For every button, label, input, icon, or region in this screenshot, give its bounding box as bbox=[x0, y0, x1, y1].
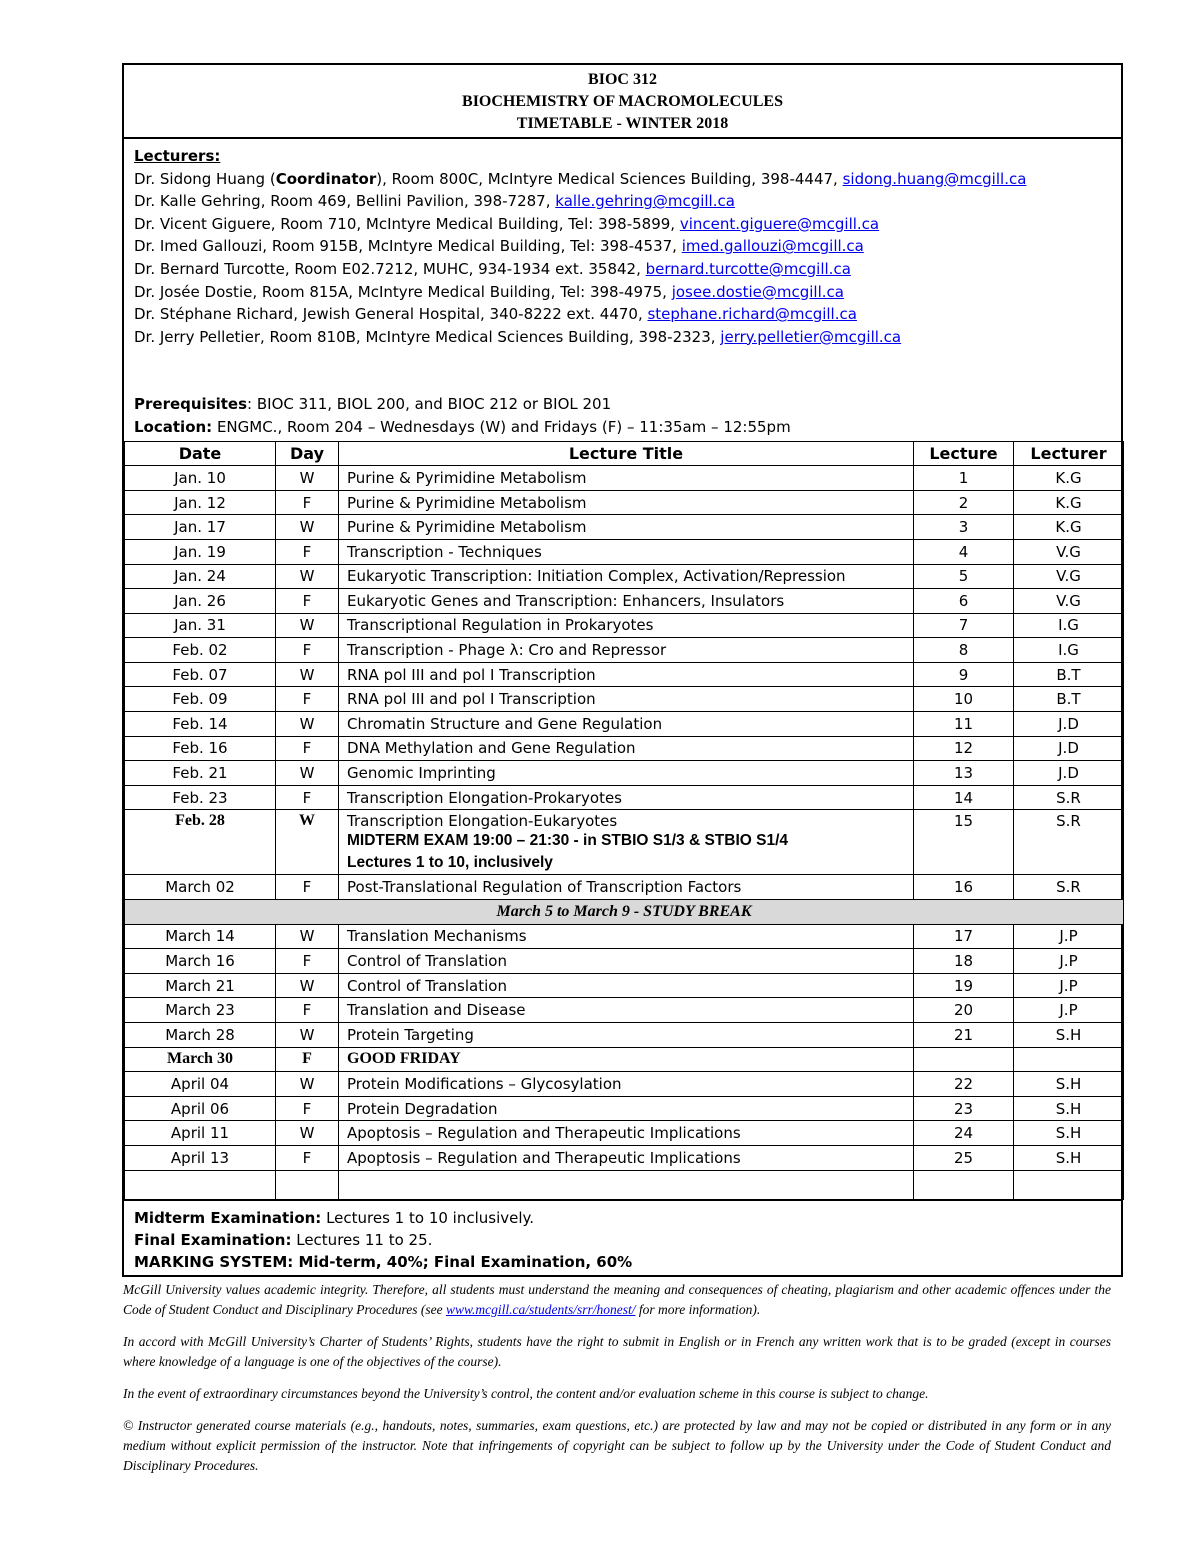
cell-lecturer: J.P bbox=[1014, 998, 1124, 1023]
cell-lecturer: V.G bbox=[1014, 589, 1124, 614]
cell-date: March 02 bbox=[125, 875, 276, 900]
cell-lecturer: S.R bbox=[1014, 875, 1124, 900]
cell-lecture: 5 bbox=[914, 564, 1014, 589]
cell-day: W bbox=[276, 712, 339, 737]
lecturer-text: ), Room 800C, McIntyre Medical Sciences Building, 398-4447, bbox=[376, 169, 843, 188]
email-link[interactable]: kalle.gehring@mcgill.ca bbox=[555, 192, 735, 211]
cell-title: GOOD FRIDAY bbox=[339, 1047, 914, 1072]
cell-title: Genomic Imprinting bbox=[339, 761, 914, 786]
cell-title: Apoptosis – Regulation and Therapeutic Implications bbox=[339, 1121, 914, 1146]
table-row bbox=[125, 539, 1124, 564]
cell-day: W bbox=[276, 973, 339, 998]
cell-lecture: 22 bbox=[914, 1072, 1014, 1097]
col-header-title: Lecture Title bbox=[339, 441, 914, 466]
table-row bbox=[125, 1023, 1124, 1048]
table-row bbox=[125, 1121, 1124, 1146]
cell-lecture: 4 bbox=[914, 539, 1014, 564]
table-row-empty bbox=[125, 1170, 1124, 1199]
cell-lecture: 19 bbox=[914, 973, 1014, 998]
cell-lecture: 9 bbox=[914, 662, 1014, 687]
cell-lecture: 8 bbox=[914, 638, 1014, 663]
table-row bbox=[125, 466, 1124, 491]
table-header-row bbox=[125, 441, 1124, 466]
cell-day: W bbox=[276, 1072, 339, 1097]
lecturer-text: Dr. Jerry Pelletier, Room 810B, McIntyre Medical Sciences Building, 398-2323, bbox=[134, 327, 721, 346]
cell-lecture: 14 bbox=[914, 785, 1014, 810]
cell-lecturer: B.T bbox=[1014, 687, 1124, 712]
table-row bbox=[125, 1145, 1124, 1170]
table-row bbox=[125, 998, 1124, 1023]
lecturers-label: Lecturers: bbox=[134, 147, 221, 165]
final-summary-label: Final Examination: bbox=[134, 1230, 292, 1249]
prerequisites-text: : BIOC 311, BIOL 200, and BIOC 212 or BIOL 201 bbox=[247, 395, 612, 414]
col-header-lecture: Lecture bbox=[914, 441, 1014, 466]
cell-lecturer: J.P bbox=[1014, 973, 1124, 998]
coordinator-label: Coordinator bbox=[275, 169, 377, 188]
cell-date: April 06 bbox=[125, 1096, 276, 1121]
email-link[interactable]: jerry.pelletier@mcgill.ca bbox=[720, 327, 902, 346]
lecturer-text: Dr. Bernard Turcotte, Room E02.7212, MUHC, 934-1934 ext. 35842, bbox=[134, 259, 646, 278]
cell-day: W bbox=[276, 810, 339, 875]
integrity-text-end: for more information). bbox=[635, 1302, 761, 1317]
table-row bbox=[125, 589, 1124, 614]
lecturer-line bbox=[134, 303, 1111, 326]
cell-date: March 30 bbox=[125, 1047, 276, 1072]
table-row bbox=[125, 662, 1124, 687]
cell-lecturer: I.G bbox=[1014, 638, 1124, 663]
cell-empty bbox=[914, 1170, 1014, 1199]
cell-title: Purine & Pyrimidine Metabolism bbox=[339, 466, 914, 491]
cell-date: Jan. 10 bbox=[125, 466, 276, 491]
midterm-exam-line: MIDTERM EXAM 19:00 – 21:30 - in STBIO S1/3 & STBIO S1/4 bbox=[347, 832, 789, 850]
location-text: ENGMC., Room 204 – Wednesdays (W) and Fridays (F) – 11:35am – 12:55pm bbox=[212, 417, 791, 436]
email-link[interactable]: stephane.richard@mcgill.ca bbox=[647, 305, 857, 324]
lecturer-line bbox=[134, 213, 1111, 236]
lecturer-line bbox=[134, 235, 1111, 258]
cell-lecture: 16 bbox=[914, 875, 1014, 900]
midterm-summary-text: Lectures 1 to 10 inclusively. bbox=[321, 1208, 535, 1227]
cell-date: March 21 bbox=[125, 973, 276, 998]
cell-lecture: 2 bbox=[914, 490, 1014, 515]
cell-lecture: 6 bbox=[914, 589, 1014, 614]
marking-system: MARKING SYSTEM: Mid-term, 40%; Final Examination, 60% bbox=[134, 1252, 633, 1271]
cell-lecturer: S.H bbox=[1014, 1023, 1124, 1048]
cell-title: Purine & Pyrimidine Metabolism bbox=[339, 515, 914, 540]
email-link[interactable]: bernard.turcotte@mcgill.ca bbox=[645, 259, 851, 278]
cell-lecturer: J.D bbox=[1014, 761, 1124, 786]
email-link[interactable]: imed.gallouzi@mcgill.ca bbox=[681, 237, 864, 256]
table-row-midterm bbox=[125, 810, 1124, 875]
cell-day: W bbox=[276, 662, 339, 687]
cell-lecturer: S.R bbox=[1014, 785, 1124, 810]
lecturer-text: Dr. Josée Dostie, Room 815A, McIntyre Medical Building, Tel: 398-4975, bbox=[134, 282, 672, 301]
cell-title: Eukaryotic Transcription: Initiation Complex, Activation/Repression bbox=[339, 564, 914, 589]
honesty-link[interactable]: www.mcgill.ca/students/srr/honest/ bbox=[445, 1302, 636, 1317]
course-title: BIOCHEMISTRY OF MACROMOLECULES bbox=[462, 93, 783, 110]
table-row bbox=[125, 924, 1124, 949]
cell-lecturer: J.P bbox=[1014, 924, 1124, 949]
lecturer-text: Dr. Imed Gallouzi, Room 915B, McIntyre Medical Building, Tel: 398-4537, bbox=[134, 237, 682, 256]
col-header-day: Day bbox=[276, 441, 339, 466]
prerequisites-label: Prerequisites bbox=[134, 395, 248, 414]
cell-day: F bbox=[276, 490, 339, 515]
table-row bbox=[125, 785, 1124, 810]
cell-date: Jan. 31 bbox=[125, 613, 276, 638]
cell-lecture: 13 bbox=[914, 761, 1014, 786]
cell-empty bbox=[339, 1170, 914, 1199]
cell-lecturer bbox=[1014, 1047, 1124, 1072]
cell-lecturer: S.H bbox=[1014, 1145, 1124, 1170]
cell-title: Protein Targeting bbox=[339, 1023, 914, 1048]
cell-lecturer: I.G bbox=[1014, 613, 1124, 638]
prerequisites-line bbox=[134, 393, 1111, 416]
exam-summary bbox=[124, 1200, 1121, 1275]
table-row bbox=[125, 1096, 1124, 1121]
cell-date: Feb. 07 bbox=[125, 662, 276, 687]
cell-lecture: 11 bbox=[914, 712, 1014, 737]
study-break-row bbox=[125, 900, 1124, 925]
table-row bbox=[125, 1072, 1124, 1097]
cell-date: Feb. 23 bbox=[125, 785, 276, 810]
table-row bbox=[125, 490, 1124, 515]
table-row bbox=[125, 761, 1124, 786]
col-header-lecturer: Lecturer bbox=[1014, 441, 1124, 466]
cell-empty bbox=[1014, 1170, 1124, 1199]
integrity-text: McGill University values academic integrity. Therefore, all students must understand the meaning and consequences of cheating, plagiarism and other academic offences under the Code of Student Conduct and Disciplinary Procedures (see bbox=[123, 1282, 1111, 1317]
midterm-lecture-title: Transcription Elongation-Eukaryotes bbox=[347, 812, 618, 831]
cell-date: March 23 bbox=[125, 998, 276, 1023]
cell-day: F bbox=[276, 589, 339, 614]
cell-title: Protein Degradation bbox=[339, 1096, 914, 1121]
cell-lecture: 21 bbox=[914, 1023, 1014, 1048]
cell-title: Transcription Elongation-Prokaryotes bbox=[339, 785, 914, 810]
cell-lecturer: S.H bbox=[1014, 1121, 1124, 1146]
cell-empty bbox=[125, 1170, 276, 1199]
table-row bbox=[125, 973, 1124, 998]
cell-date: Jan. 19 bbox=[125, 539, 276, 564]
cell-lecturer: V.G bbox=[1014, 539, 1124, 564]
cell-lecture: 23 bbox=[914, 1096, 1014, 1121]
cell-lecture: 12 bbox=[914, 736, 1014, 761]
cell-day: F bbox=[276, 875, 339, 900]
cell-lecturer: S.H bbox=[1014, 1072, 1124, 1097]
table-row bbox=[125, 875, 1124, 900]
cell-lecturer: B.T bbox=[1014, 662, 1124, 687]
cell-title: Transcription - Phage λ: Cro and Repressor bbox=[339, 638, 914, 663]
cell-date: Feb. 28 bbox=[125, 810, 276, 875]
cell-day: F bbox=[276, 949, 339, 974]
cell-lecture: 24 bbox=[914, 1121, 1014, 1146]
cell-date: Feb. 14 bbox=[125, 712, 276, 737]
cell-day: F bbox=[276, 1145, 339, 1170]
course-info bbox=[124, 139, 1121, 441]
cell-date: April 11 bbox=[125, 1121, 276, 1146]
cell-lecturer: J.D bbox=[1014, 712, 1124, 737]
cell-day: F bbox=[276, 785, 339, 810]
cell-lecturer: K.G bbox=[1014, 466, 1124, 491]
course-code: BIOC 312 bbox=[588, 71, 657, 88]
cell-title: RNA pol III and pol I Transcription bbox=[339, 687, 914, 712]
cell-lecturer: S.H bbox=[1014, 1096, 1124, 1121]
email-link[interactable]: sidong.huang@mcgill.ca bbox=[842, 169, 1027, 188]
table-row bbox=[125, 613, 1124, 638]
cell-day: F bbox=[276, 687, 339, 712]
cell-title: Post-Translational Regulation of Transcription Factors bbox=[339, 875, 914, 900]
cell-date: Jan. 24 bbox=[125, 564, 276, 589]
cell-day: F bbox=[276, 638, 339, 663]
cell-title: Control of Translation bbox=[339, 949, 914, 974]
lecturer-line bbox=[134, 168, 1111, 191]
cell-date: March 14 bbox=[125, 924, 276, 949]
cell-date: Feb. 02 bbox=[125, 638, 276, 663]
table-row-good-friday bbox=[125, 1047, 1124, 1072]
cell-title: Chromatin Structure and Gene Regulation bbox=[339, 712, 914, 737]
cell-lecture: 10 bbox=[914, 687, 1014, 712]
cell-title bbox=[339, 810, 914, 875]
cell-date: March 16 bbox=[125, 949, 276, 974]
cell-day: F bbox=[276, 1047, 339, 1072]
midterm-summary-line bbox=[134, 1207, 1111, 1229]
cell-lecture: 7 bbox=[914, 613, 1014, 638]
cell-day: W bbox=[276, 515, 339, 540]
cell-empty bbox=[276, 1170, 339, 1199]
table-row bbox=[125, 736, 1124, 761]
cell-date: Jan. 17 bbox=[125, 515, 276, 540]
cell-lecture: 17 bbox=[914, 924, 1014, 949]
lecturer-line bbox=[134, 281, 1111, 304]
cell-day: F bbox=[276, 736, 339, 761]
cell-lecture: 1 bbox=[914, 466, 1014, 491]
term-title: TIMETABLE - WINTER 2018 bbox=[516, 115, 729, 132]
cell-date: March 28 bbox=[125, 1023, 276, 1048]
cell-title: Control of Translation bbox=[339, 973, 914, 998]
cell-date: Feb. 16 bbox=[125, 736, 276, 761]
table-row bbox=[125, 515, 1124, 540]
cell-date: Jan. 12 bbox=[125, 490, 276, 515]
cell-day: W bbox=[276, 924, 339, 949]
document-header bbox=[124, 65, 1121, 139]
table-row bbox=[125, 712, 1124, 737]
final-summary-text: Lectures 11 to 25. bbox=[291, 1230, 433, 1249]
policy-footer bbox=[123, 1280, 1111, 1488]
timetable-box bbox=[122, 63, 1123, 1277]
study-break-label: March 5 to March 9 - STUDY BREAK bbox=[125, 900, 1124, 925]
cell-day: F bbox=[276, 998, 339, 1023]
cell-lecturer: J.D bbox=[1014, 736, 1124, 761]
table-row bbox=[125, 638, 1124, 663]
spacer bbox=[134, 348, 1111, 393]
cell-day: W bbox=[276, 761, 339, 786]
cell-title: RNA pol III and pol I Transcription bbox=[339, 662, 914, 687]
lecturer-line bbox=[134, 190, 1111, 213]
cell-date: Feb. 09 bbox=[125, 687, 276, 712]
table-row bbox=[125, 687, 1124, 712]
cell-title: Transcriptional Regulation in Prokaryotes bbox=[339, 613, 914, 638]
cell-title: Translation Mechanisms bbox=[339, 924, 914, 949]
cell-lecturer: K.G bbox=[1014, 490, 1124, 515]
cell-date: April 04 bbox=[125, 1072, 276, 1097]
cell-lecture bbox=[914, 1047, 1014, 1072]
cell-day: W bbox=[276, 1121, 339, 1146]
midterm-exam-scope: Lectures 1 to 10, inclusively bbox=[347, 854, 553, 872]
lecturer-text: Dr. Vicent Giguere, Room 710, McIntyre Medical Building, Tel: 398-5899, bbox=[134, 214, 680, 233]
lecturer-text: Dr. Kalle Gehring, Room 469, Bellini Pavilion, 398-7287, bbox=[134, 192, 556, 211]
timetable-table bbox=[124, 441, 1124, 1200]
copyright-paragraph: © Instructor generated course materials (e.g., handouts, notes, summaries, exam questions, etc.) are protected by law and may not be copied or distributed in any form or in any medium without explicit permission of the instructor. Note that infringements of copyright can be subject to follow up by the University under the Code of Student Conduct and Disciplinary Procedures. bbox=[123, 1418, 1111, 1473]
change-paragraph: In the event of extraordinary circumstances beyond the University’s control, the content and/or evaluation scheme in this course is subject to change. bbox=[123, 1386, 929, 1401]
cell-title: Translation and Disease bbox=[339, 998, 914, 1023]
location-label: Location: bbox=[134, 417, 213, 436]
timetable-document bbox=[122, 63, 1123, 1277]
cell-lecture: 18 bbox=[914, 949, 1014, 974]
cell-day: W bbox=[276, 1023, 339, 1048]
midterm-summary-label: Midterm Examination: bbox=[134, 1208, 322, 1227]
cell-lecture: 15 bbox=[914, 810, 1014, 875]
cell-day: W bbox=[276, 613, 339, 638]
lecturer-text: Dr. Sidong Huang ( bbox=[134, 169, 276, 188]
cell-lecture: 3 bbox=[914, 515, 1014, 540]
cell-title: DNA Methylation and Gene Regulation bbox=[339, 736, 914, 761]
cell-lecturer: S.R bbox=[1014, 810, 1124, 875]
cell-title: Eukaryotic Genes and Transcription: Enhancers, Insulators bbox=[339, 589, 914, 614]
cell-title: Purine & Pyrimidine Metabolism bbox=[339, 490, 914, 515]
cell-title: Protein Modifications – Glycosylation bbox=[339, 1072, 914, 1097]
email-link[interactable]: vincent.giguere@mcgill.ca bbox=[679, 214, 880, 233]
cell-lecturer: J.P bbox=[1014, 949, 1124, 974]
lecturer-line bbox=[134, 326, 1111, 349]
lecturer-text: Dr. Stéphane Richard, Jewish General Hospital, 340-8222 ext. 4470, bbox=[134, 305, 648, 324]
cell-date: April 13 bbox=[125, 1145, 276, 1170]
cell-date: Jan. 26 bbox=[125, 589, 276, 614]
integrity-paragraph bbox=[123, 1280, 1111, 1320]
table-row bbox=[125, 949, 1124, 974]
cell-lecture: 25 bbox=[914, 1145, 1014, 1170]
language-paragraph: In accord with McGill University’s Charter of Students’ Rights, students have the right to submit in English or in French any written work that is to be graded (except in courses where knowledge of a language is one of the objectives of the course). bbox=[123, 1334, 1111, 1369]
cell-lecture: 20 bbox=[914, 998, 1014, 1023]
email-link[interactable]: josee.dostie@mcgill.ca bbox=[671, 282, 844, 301]
cell-day: F bbox=[276, 539, 339, 564]
cell-lecturer: V.G bbox=[1014, 564, 1124, 589]
table-row bbox=[125, 564, 1124, 589]
cell-day: W bbox=[276, 466, 339, 491]
col-header-date: Date bbox=[125, 441, 276, 466]
cell-day: F bbox=[276, 1096, 339, 1121]
lecturer-line bbox=[134, 258, 1111, 281]
cell-lecturer: K.G bbox=[1014, 515, 1124, 540]
location-line bbox=[134, 416, 1111, 439]
final-summary-line bbox=[134, 1229, 1111, 1251]
cell-title: Apoptosis – Regulation and Therapeutic Implications bbox=[339, 1145, 914, 1170]
cell-day: W bbox=[276, 564, 339, 589]
cell-date: Feb. 21 bbox=[125, 761, 276, 786]
cell-title: Transcription - Techniques bbox=[339, 539, 914, 564]
